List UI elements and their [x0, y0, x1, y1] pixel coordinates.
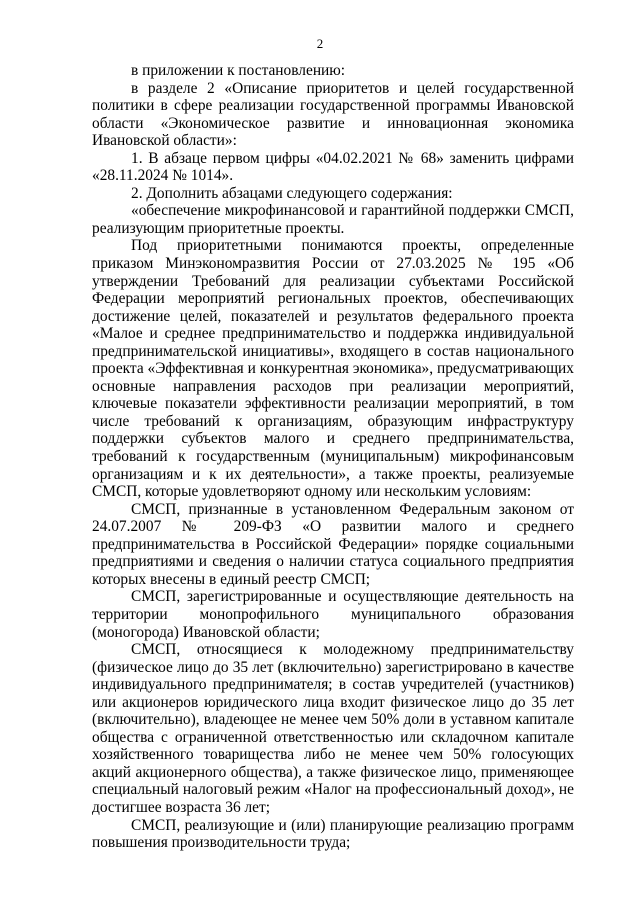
paragraph-appendix-intro: в приложении к постановлению: [131, 62, 346, 79]
paragraph-monotowns: СМСП, зарегистрированные и осуществляющие деятельность на территории монопрофильного муниципального образования (моногорода) Ивановской области; [92, 588, 574, 641]
paragraph-priority-projects: Под приоритетными понимаются проекты, определенные приказом Минэкономразвития России от 27.03.2025 № 195 «Об утверждении Требований для реализации субъектами Российской Федерации мероприятий региональных проектов, обеспечивающих достижение целей, показателей и результатов федерального проекта «Малое и среднее предпринимательство и поддержка индивидуальной предпринимательской инициативы», входящего в состав национального проекта «Эффективная и конкурентная экономика», предусматривающих основные направления расходов при реализации мероприятий, ключевые показатели эффективности реализации мероприятий, в том числе требований к организациям, образующим инфраструктуру поддержки субъектов малого и среднего предпринимательства, требований к государственным (муниципальным) микрофинансовым организациям и к их деятельности», а также проекты, реализуемые СМСП, которые удовлетворяют одному или нескольким условиям: [92, 237, 574, 501]
paragraph-youth-entrepreneurship: СМСП, относящиеся к молодежному предпринимательству (физическое лицо до 35 лет (включительно) зарегистрировано в качестве индивидуального предпринимателя; в состав учредителей (участников) или акционеров юридического лица входит физическое лицо до 35 лет (включительно), владеющее не менее чем 50% доли в уставном капитале общества с ограниченной ответственностью или складочном капитале хозяйственного товарищества либо не менее чем 50% голосующих акций акционерного общества), а также физическое лицо, применяющее специальный налоговый режим «Налог на профессиональный доход», не достигшее возраста 36 лет; [92, 641, 574, 816]
page-number: 2 [316, 36, 324, 51]
paragraph-item-1: 1. В абзаце первом цифры «04.02.2021 № 68» заменить цифрами «28.11.2024 № 1014». [92, 149, 574, 185]
paragraph-item-2: 2. Дополнить абзацами следующего содержания: [131, 184, 453, 202]
document-body [92, 62, 574, 852]
paragraph-productivity: СМСП, реализующие и (или) планирующие реализацию программ повышения производительности труда; [92, 816, 574, 852]
paragraph-section-2: в разделе 2 «Описание приоритетов и целей государственной политики в сфере реализации государственной программы Ивановской области «Экономическое развитие и инновационная экономика Ивановской области»: [92, 79, 574, 150]
paragraph-support-smsp: «обеспечение микрофинансовой и гарантийной поддержки СМСП, реализующим приоритетные проекты. [92, 202, 574, 237]
paragraph-social-enterprises: СМСП, признанные в установленном Федеральным законом от 24.07.2007 № 209-ФЗ «О развитии малого и среднего предпринимательства в Российской Федерации» порядке социальными предприятиями и сведения о наличии статуса социального предприятия которых внесены в единый реестр СМСП; [92, 500, 574, 588]
